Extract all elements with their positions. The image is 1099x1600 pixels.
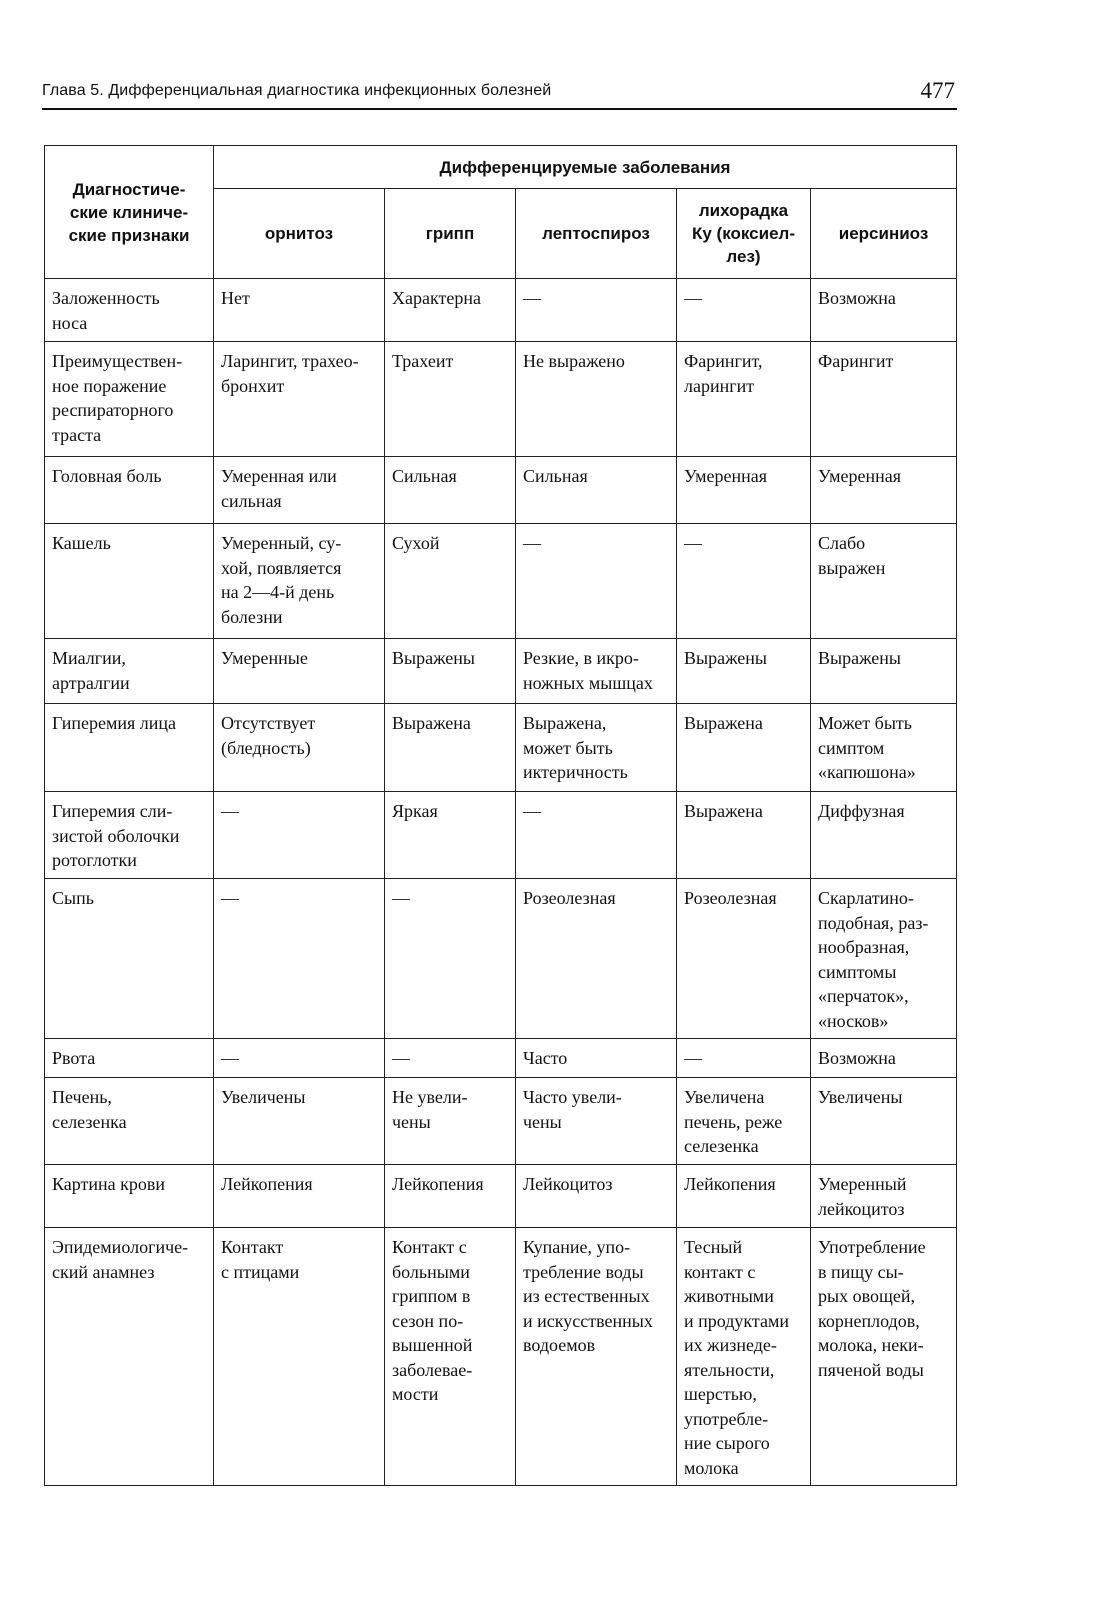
value-cell: Умеренные [214, 639, 385, 704]
value-cell: — [516, 792, 677, 879]
value-cell: Выражены [811, 639, 957, 704]
table-row [45, 457, 957, 524]
value-cell: — [677, 1039, 811, 1078]
value-cell: Отсутствует (бледность) [214, 704, 385, 792]
value-cell: Лейкопения [385, 1165, 516, 1228]
value-cell: Яркая [385, 792, 516, 879]
value-cell: Сухой [385, 524, 516, 639]
sign-cell: Гиперемия сли- зистой оболочки ротоглотки [45, 792, 214, 879]
value-cell: Лейкопения [214, 1165, 385, 1228]
column-header-influenza: грипп [385, 189, 516, 279]
value-cell: Выражена [677, 792, 811, 879]
value-cell: Купание, упо- требление воды из естественных и искусственных водоемов [516, 1228, 677, 1486]
value-cell: Выражены [677, 639, 811, 704]
table-row [45, 342, 957, 457]
value-cell: — [214, 879, 385, 1039]
value-cell: — [677, 524, 811, 639]
page-number: 477 [920, 78, 955, 103]
value-cell: — [385, 879, 516, 1039]
value-cell: Сильная [516, 457, 677, 524]
table-row [45, 1039, 957, 1078]
value-cell: Увеличены [811, 1078, 957, 1165]
sign-cell: Миалгии, артралгии [45, 639, 214, 704]
value-cell: Употребление в пищу сы- рых овощей, корнеплодов, молока, неки- пяченой воды [811, 1228, 957, 1486]
value-cell: Может быть симптом «капюшона» [811, 704, 957, 792]
value-cell: Умеренный, су- хой, появляется на 2—4-й день болезни [214, 524, 385, 639]
value-cell: — [677, 279, 811, 342]
sign-cell: Гиперемия лица [45, 704, 214, 792]
value-cell: Контакт с больными гриппом в сезон по- вышенной заболевае- мости [385, 1228, 516, 1486]
table-row [45, 1165, 957, 1228]
sign-cell: Головная боль [45, 457, 214, 524]
value-cell: Не увели- чены [385, 1078, 516, 1165]
value-cell: Умеренная [811, 457, 957, 524]
column-header-ornithosis: орнитоз [214, 189, 385, 279]
column-header-yersiniosis: иерсиниоз [811, 189, 957, 279]
value-cell: Выражены [385, 639, 516, 704]
value-cell: Тесный контакт с животными и продуктами их жизнеде- ятельности, шерстью, употребле- ние сырого молока [677, 1228, 811, 1486]
row-header-cell: Диагностиче- ские клиниче- ские признаки [45, 146, 214, 279]
chapter-title: Глава 5. Дифференциальная диагностика инфекционных болезней [42, 82, 552, 99]
value-cell: Лейкоцитоз [516, 1165, 677, 1228]
table-row [45, 279, 957, 342]
value-cell: Нет [214, 279, 385, 342]
value-cell: Фарингит [811, 342, 957, 457]
table-body [45, 279, 957, 1486]
value-cell: Увеличена печень, реже селезенка [677, 1078, 811, 1165]
value-cell: Розеолезная [516, 879, 677, 1039]
value-cell: — [516, 279, 677, 342]
table-row [45, 704, 957, 792]
value-cell: Сильная [385, 457, 516, 524]
value-cell: Возможна [811, 279, 957, 342]
sign-cell: Кашель [45, 524, 214, 639]
column-header-leptospirosis: лептоспироз [516, 189, 677, 279]
sign-cell: Заложенность носа [45, 279, 214, 342]
value-cell: Возможна [811, 1039, 957, 1078]
value-cell: Лейкопения [677, 1165, 811, 1228]
value-cell: Не выражено [516, 342, 677, 457]
sign-cell: Преимуществен- ное поражение респираторного траста [45, 342, 214, 457]
value-cell: Увеличены [214, 1078, 385, 1165]
sign-cell: Эпидемиологиче- ский анамнез [45, 1228, 214, 1486]
value-cell: — [516, 524, 677, 639]
value-cell: Умеренная [677, 457, 811, 524]
sign-cell: Сыпь [45, 879, 214, 1039]
table-row [45, 879, 957, 1039]
differential-diagnosis-table [44, 145, 957, 1486]
value-cell: Выражена [677, 704, 811, 792]
value-cell: Выражена, может быть иктеричность [516, 704, 677, 792]
value-cell: Трахеит [385, 342, 516, 457]
value-cell: Ларингит, трахео- бронхит [214, 342, 385, 457]
value-cell: Резкие, в икро- ножных мышцах [516, 639, 677, 704]
group-header-cell: Дифференцируемые заболевания [214, 146, 957, 189]
value-cell: — [214, 1039, 385, 1078]
sign-cell: Печень, селезенка [45, 1078, 214, 1165]
value-cell: Характерна [385, 279, 516, 342]
value-cell: Скарлатино- подобная, раз- нообразная, симптомы «перчаток», «носков» [811, 879, 957, 1039]
value-cell: Умеренная или сильная [214, 457, 385, 524]
value-cell: — [214, 792, 385, 879]
value-cell: Диффузная [811, 792, 957, 879]
value-cell: Розеолезная [677, 879, 811, 1039]
value-cell: Умеренный лейкоцитоз [811, 1165, 957, 1228]
table-row [45, 1228, 957, 1486]
column-header-q-fever: лихорадка Ку (коксиел- лез) [677, 189, 811, 279]
running-header [42, 76, 957, 110]
table-row [45, 639, 957, 704]
sign-cell: Картина крови [45, 1165, 214, 1228]
value-cell: Выражена [385, 704, 516, 792]
value-cell: Фарингит, ларингит [677, 342, 811, 457]
value-cell: — [385, 1039, 516, 1078]
value-cell: Часто увели- чены [516, 1078, 677, 1165]
table-row [45, 1078, 957, 1165]
table-row [45, 792, 957, 879]
value-cell: Контакт с птицами [214, 1228, 385, 1486]
value-cell: Часто [516, 1039, 677, 1078]
sign-cell: Рвота [45, 1039, 214, 1078]
table-row [45, 524, 957, 639]
value-cell: Слабо выражен [811, 524, 957, 639]
